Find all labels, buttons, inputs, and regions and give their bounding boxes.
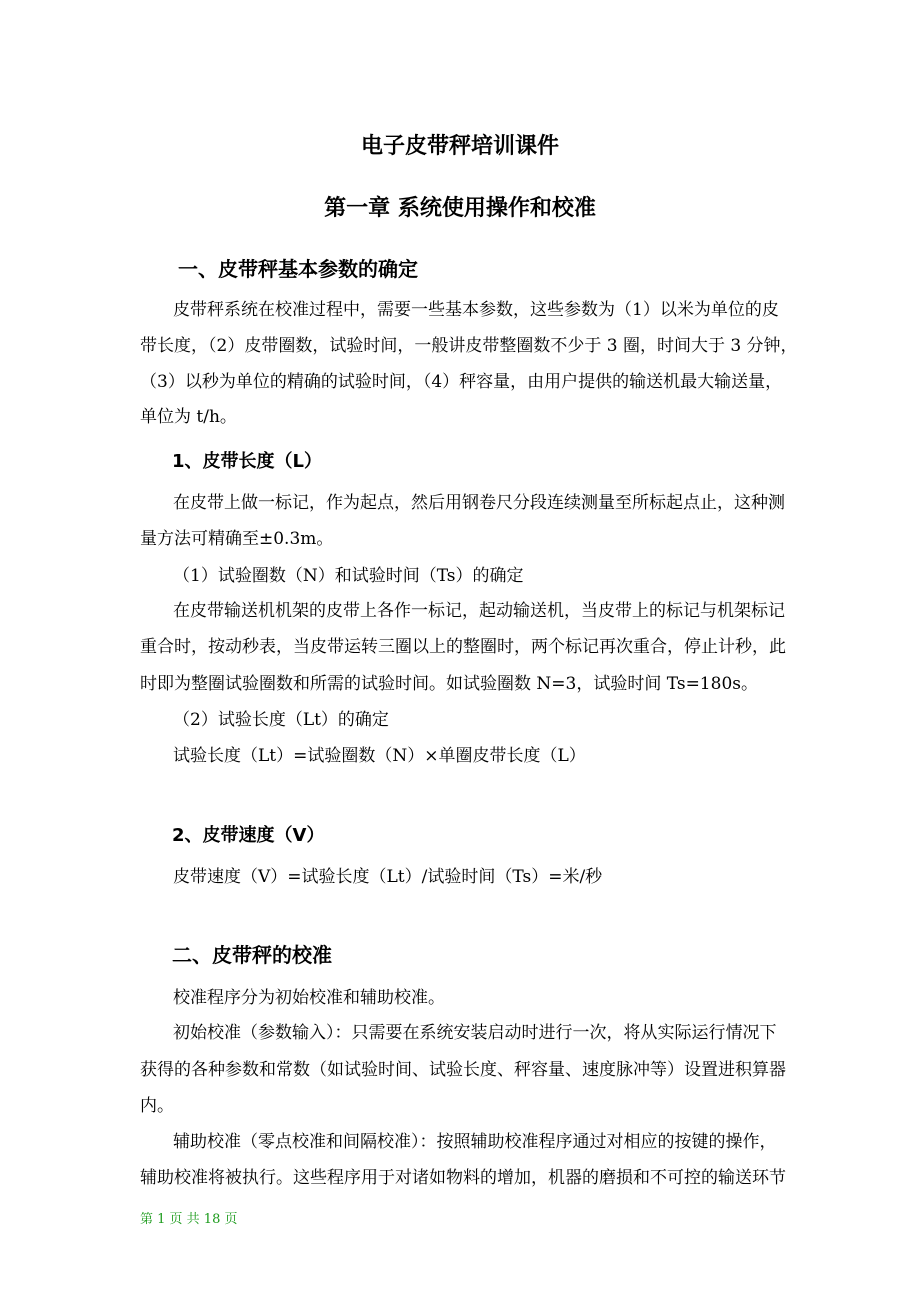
paragraph-line: 获得的各种参数和常数（如试验时间、试验长度、秤容量、速度脉冲等）设置进积算器	[140, 1060, 786, 1080]
formula-line: 皮带速度（V）=试验长度（Lt）/试验时间（Ts）=米/秒	[173, 867, 603, 887]
subsection-1-heading: 1、皮带长度（L）	[172, 451, 322, 472]
sub-item-heading: （2）试验长度（Lt）的确定	[173, 710, 389, 730]
section-2-heading: 二、皮带秤的校准	[172, 943, 332, 967]
paragraph-line: 带长度，（2）皮带圈数，试验时间，一般讲皮带整圈数不少于 3 圈，时间大于 3 分钟，	[140, 336, 798, 356]
page-footer: 第 1 页 共 18 页	[140, 1212, 238, 1227]
paragraph-line: 量方法可精确至±0.3m。	[140, 529, 334, 549]
paragraph-line: 校准程序分为初始校准和辅助校准。	[173, 988, 445, 1008]
paragraph-line: 辅助校准将被执行。这些程序用于对诸如物料的增加，机器的磨损和不可控的输送环节	[140, 1168, 786, 1188]
paragraph-line: （3）以秒为单位的精确的试验时间，（4）秤容量，由用户提供的输送机最大输送量，	[140, 372, 783, 392]
paragraph-line: 内。	[140, 1096, 174, 1116]
document-title: 电子皮带秤培训课件	[360, 134, 559, 159]
section-1-heading: 一、皮带秤基本参数的确定	[178, 257, 418, 281]
paragraph-line: 在皮带输送机机架的皮带上各作一标记，起动输送机，当皮带上的标记与机架标记	[173, 601, 785, 621]
paragraph-line: 初始校准（参数输入）：只需要在系统安装启动时进行一次，将从实际运行情况下	[173, 1023, 777, 1043]
subsection-2-heading: 2、皮带速度（V）	[172, 825, 325, 846]
paragraph-line: 在皮带上做一标记，作为起点，然后用钢卷尺分段连续测量至所标起点止，这种测	[173, 493, 785, 513]
paragraph-line: 单位为 t/h。	[140, 407, 237, 427]
paragraph-line: 时即为整圈试验圈数和所需的试验时间。如试验圈数 N=3，试验时间 Ts=180s。	[140, 674, 758, 694]
paragraph-line: 辅助校准（零点校准和间隔校准）：按照辅助校准程序通过对相应的按键的操作，	[173, 1132, 777, 1152]
formula-line: 试验长度（Lt）=试验圈数（N）×单圈皮带长度（L）	[173, 746, 586, 766]
paragraph-line: 重合时，按动秒表，当皮带运转三圈以上的整圈时，两个标记再次重合，停止计秒，此	[140, 637, 786, 657]
sub-item-heading: （1）试验圈数（N）和试验时间（Ts）的确定	[173, 566, 524, 586]
chapter-title: 第一章 系统使用操作和校准	[324, 196, 596, 221]
paragraph-line: 皮带秤系统在校准过程中，需要一些基本参数，这些参数为（1）以米为单位的皮	[173, 300, 779, 320]
